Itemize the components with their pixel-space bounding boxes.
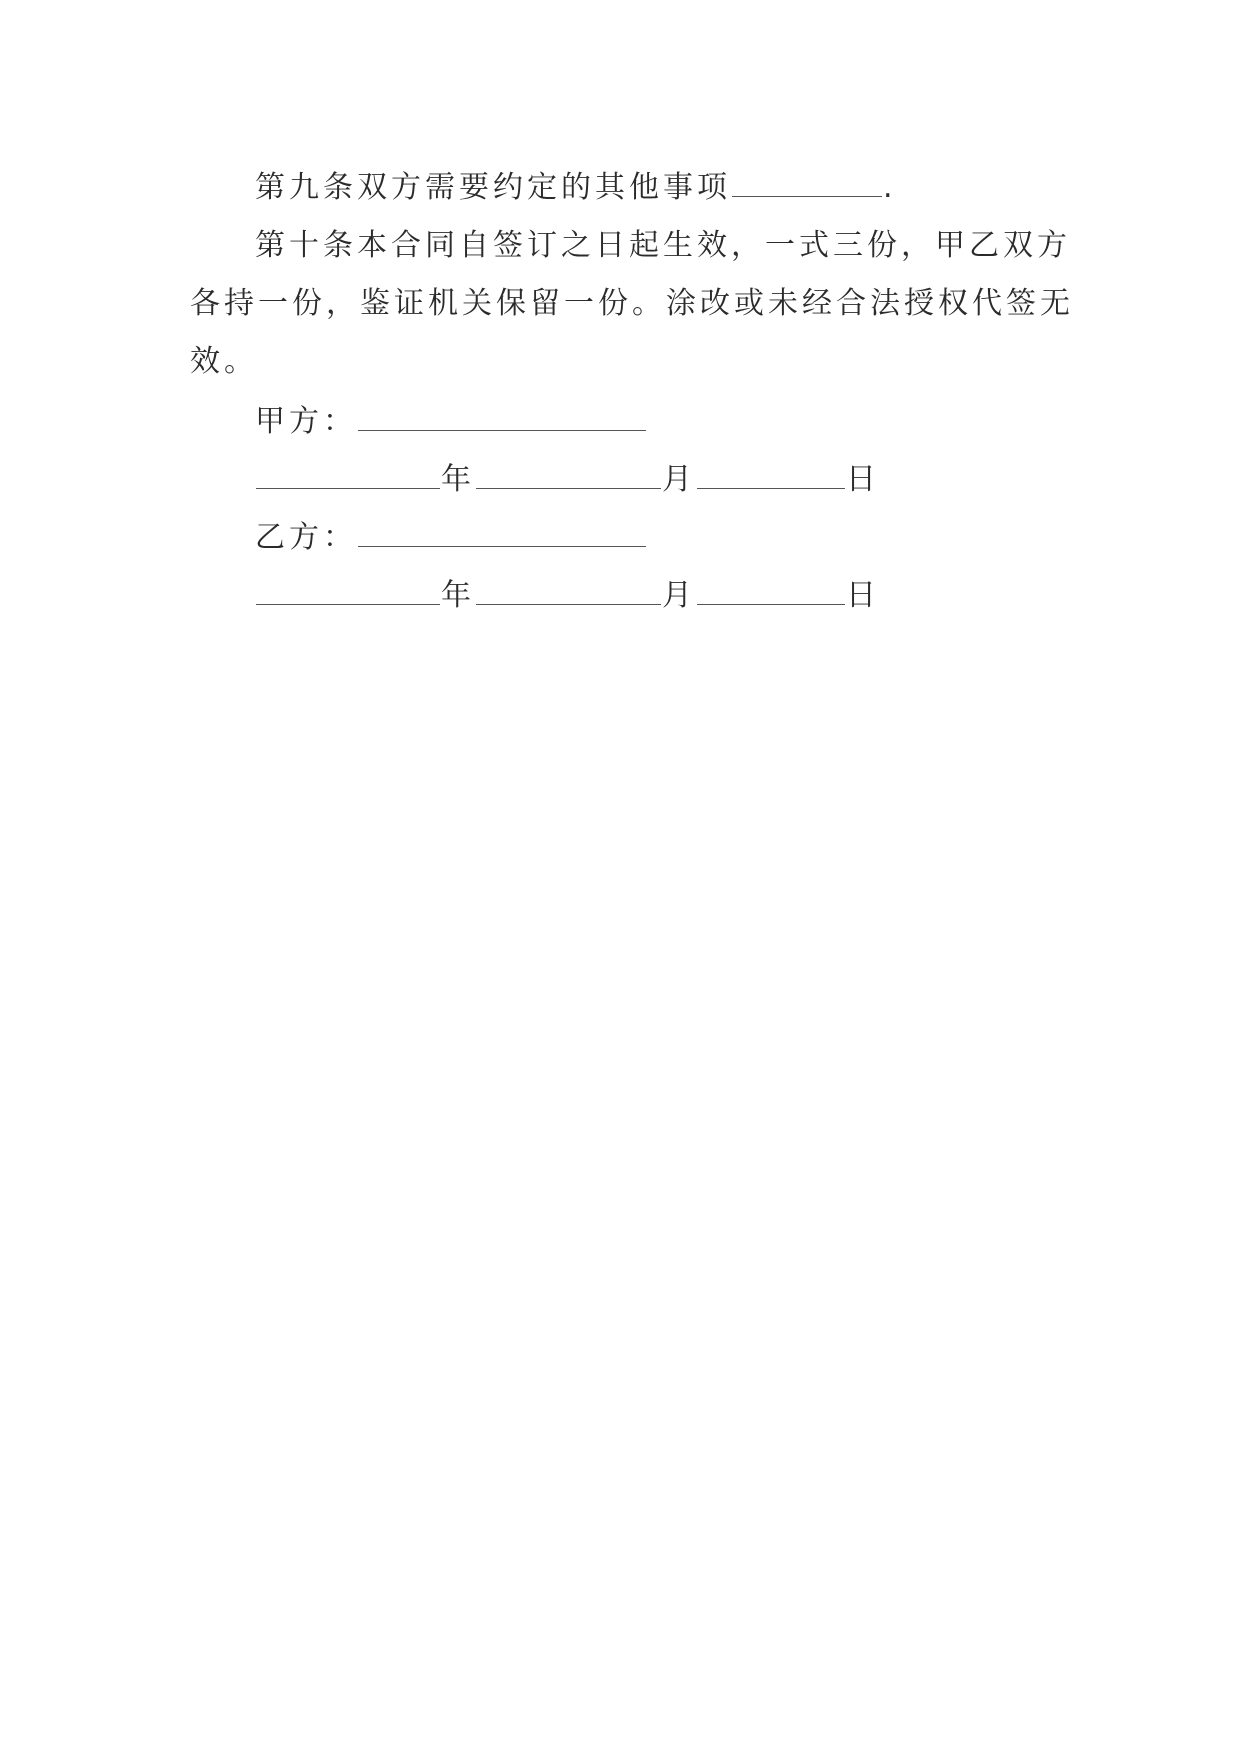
- date-b-day-label: 日: [846, 578, 880, 613]
- date-a-line: [255, 460, 880, 500]
- party-b-label: 乙方：: [255, 520, 357, 555]
- clause-9-end: .: [883, 170, 897, 205]
- clause-9-text: 第九条双方需要约定的其他事项: [255, 170, 731, 205]
- date-a-year-blank: [256, 462, 440, 489]
- date-b-year-label: 年: [441, 578, 475, 613]
- date-a-day-blank: [697, 462, 845, 489]
- party-a-line: [255, 402, 647, 442]
- party-a-label: 甲方：: [255, 404, 357, 439]
- date-b-month-blank: [476, 578, 661, 605]
- party-b-blank: [358, 520, 646, 547]
- party-b-line: [255, 518, 647, 558]
- clause-10-line-2: 各持一份，鉴证机关保留一份。涂改或未经合法授权代签无: [190, 286, 1074, 321]
- date-b-day-blank: [697, 578, 845, 605]
- date-a-day-label: 日: [846, 462, 880, 497]
- date-a-month-blank: [476, 462, 661, 489]
- clause-10-line-1: 第十条本合同自签订之日起生效，一式三份，甲乙双方: [255, 228, 1071, 263]
- clause-10-line-3: 效。: [190, 344, 258, 379]
- date-b-month-label: 月: [662, 578, 696, 613]
- clause-9-blank: [732, 170, 882, 197]
- date-b-line: [255, 576, 880, 616]
- date-a-year-label: 年: [441, 462, 475, 497]
- date-a-month-label: 月: [662, 462, 696, 497]
- party-a-blank: [358, 404, 646, 431]
- date-b-year-blank: [256, 578, 440, 605]
- clause-9: [255, 168, 897, 208]
